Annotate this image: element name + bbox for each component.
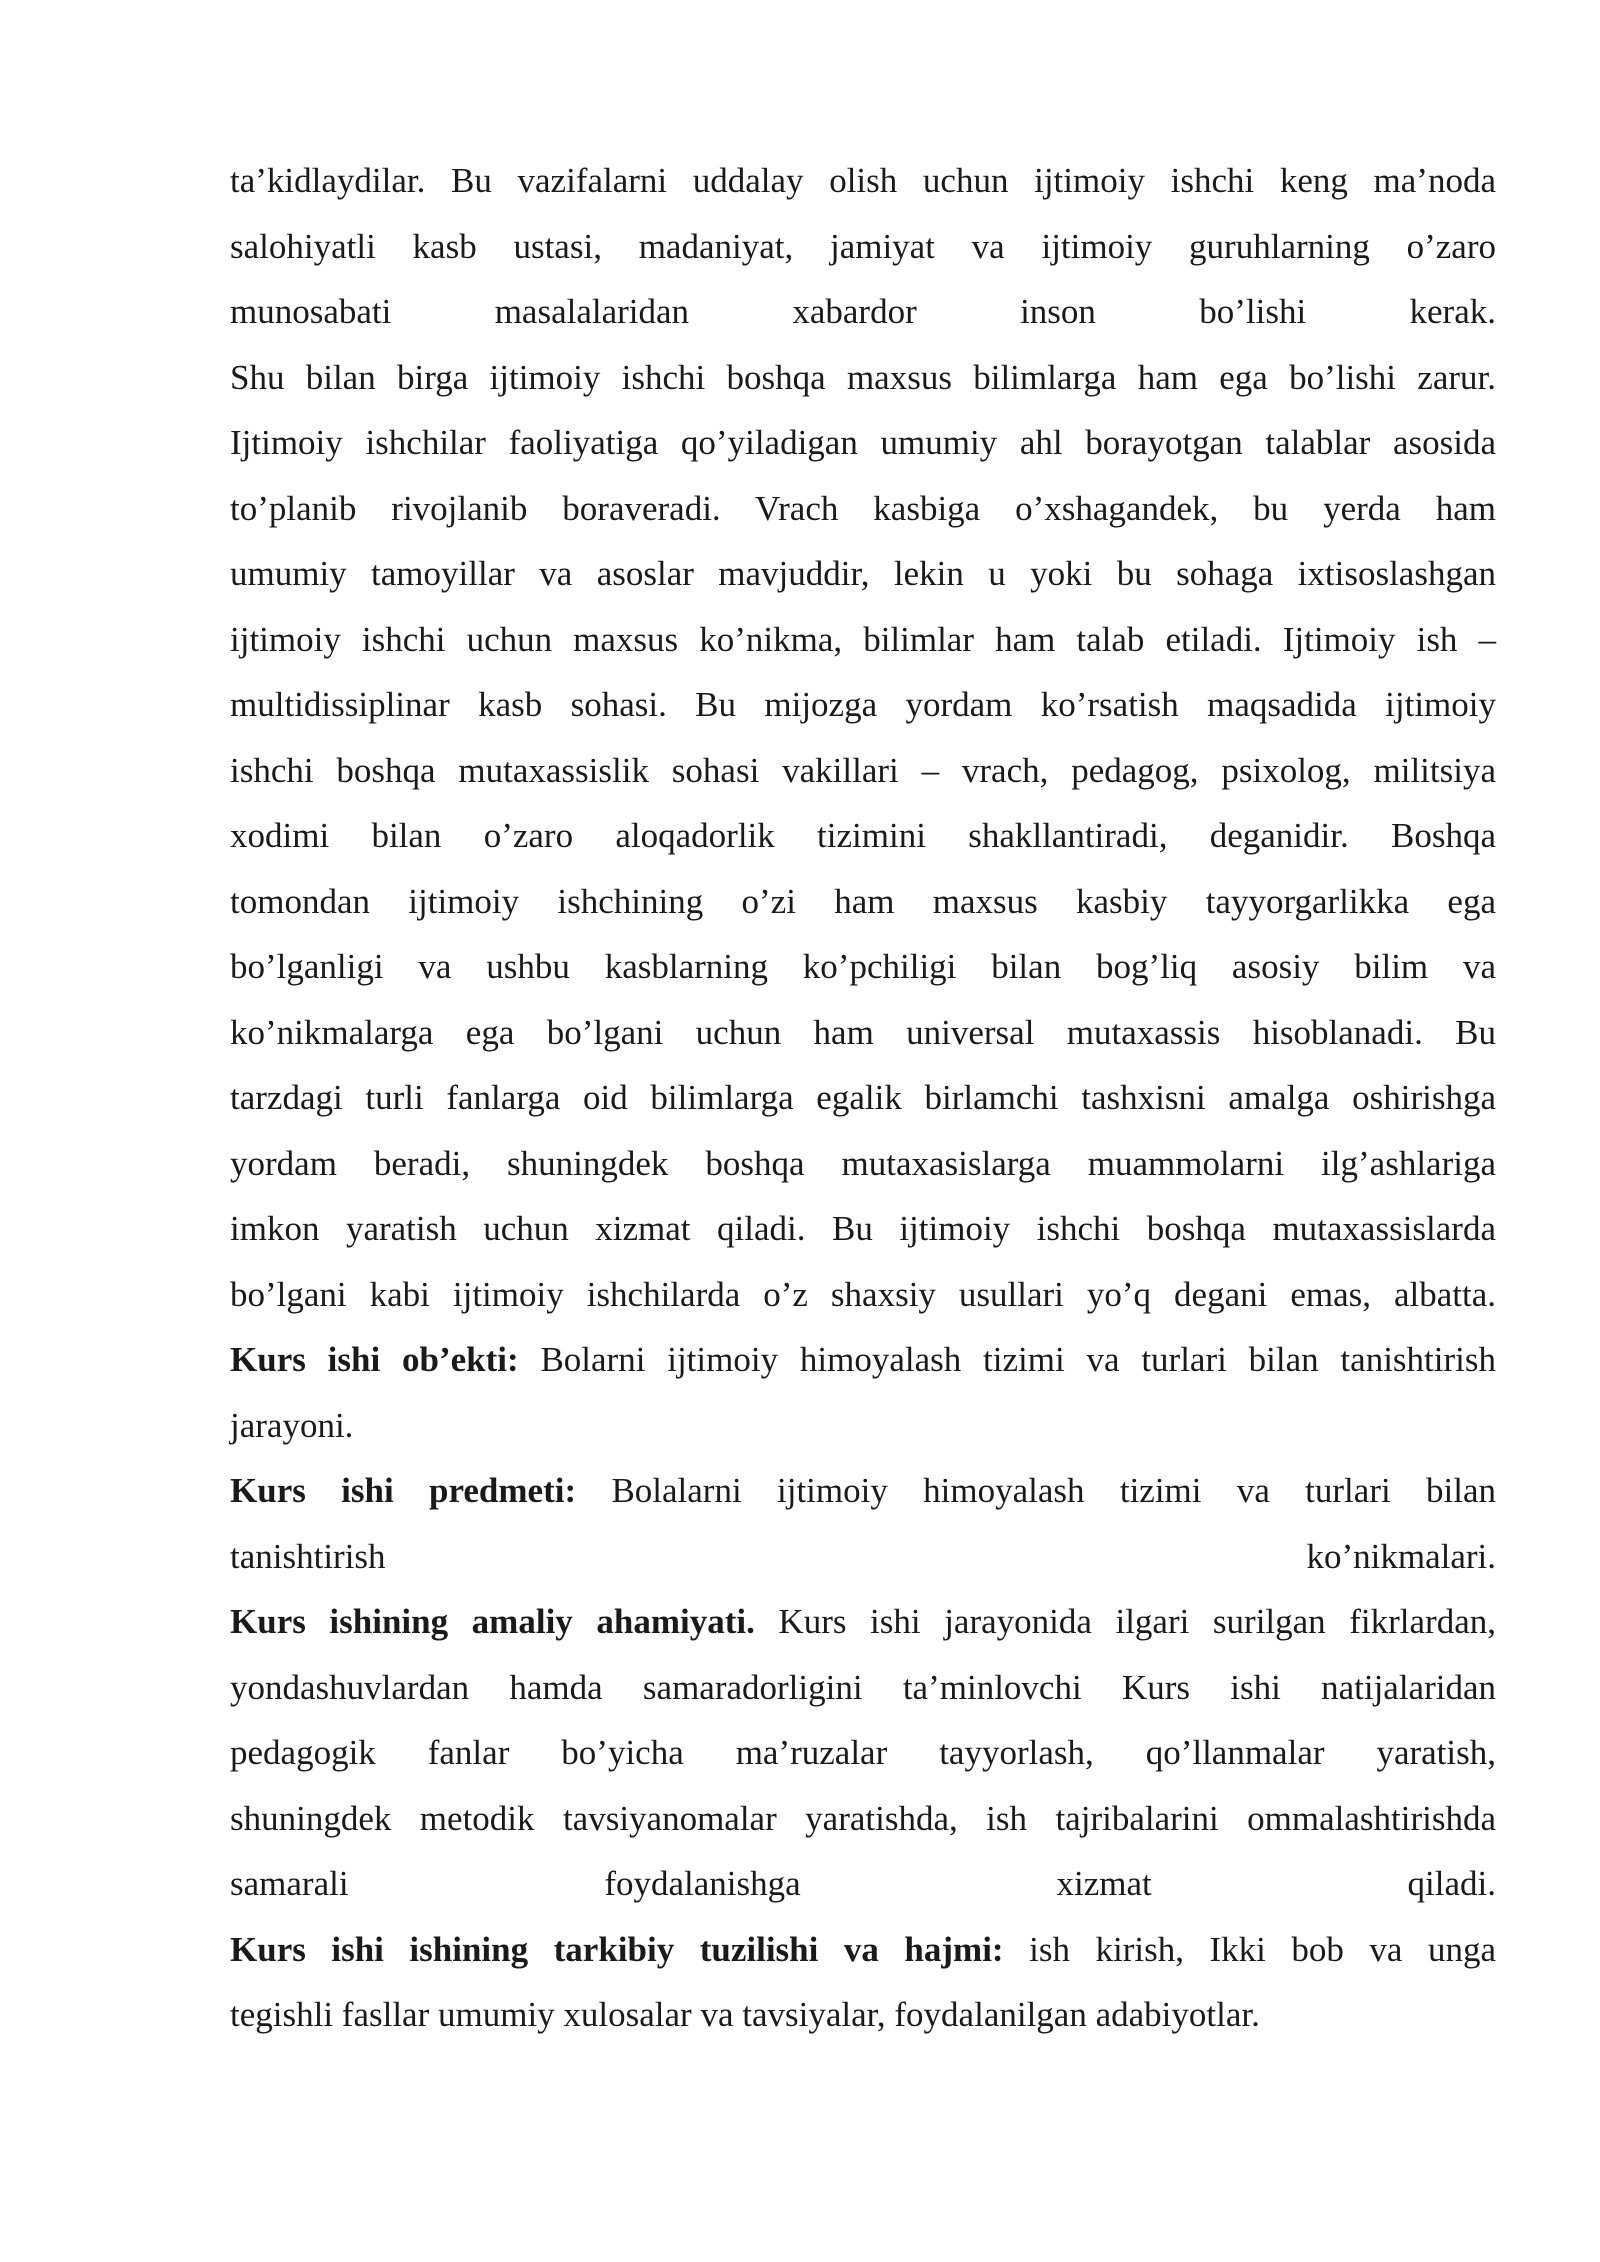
document-page [230,148,1496,2048]
object-label: Kurs ishi ob’ekti: [230,1340,519,1379]
object-line-end: jarayoni. [230,1405,354,1445]
structure-label: Kurs ishi ishining tarkibiy tuzilishi va hajmi: [230,1929,1004,1969]
text-line: tarzdagi turli fanlarga oid bilimlarga egalik birlamchi tashxisni amalga oshirishga [230,1078,1496,1117]
text-line: ta’kidlaydilar. Bu vazifalarni uddalay olish uchun ijtimoiy ishchi keng ma’noda [230,161,1496,200]
practical-line-spread [230,1851,1496,1917]
subject-label: Kurs ishi predmeti: [230,1471,577,1510]
subject-line-spread [230,1524,1496,1590]
word: foydalanishga [604,1864,801,1903]
text-line: tomondan ijtimoiy ishchining o’zi ham maxsus kasbiy tayyorgarlikka ega [230,881,1496,921]
object-line [230,1327,1496,1393]
structure-line-end: tegishli fasllar umumiy xulosalar va tavsiyalar, foydalanilgan adabiyotlar. [230,1995,1260,2034]
text-line: ko’nikmalarga ega bo’lgani uchun ham universal mutaxassis hisoblanadi. Bu [230,1012,1496,1052]
word: munosabati [230,292,392,331]
text-line: Ijtimoiy ishchilar faoliyatiga qo’yiladigan umumiy ahl borayotgan talablar asosida [230,423,1496,462]
subject-line [230,1458,1496,1524]
word: bo’lishi [1199,292,1307,331]
text-line: xodimi bilan o’zaro aloqadorlik tizimini shakllantiradi, deganidir. Boshqa [230,816,1496,855]
structure-line [230,1917,1496,1983]
text-line: yondashuvlardan hamda samaradorligini ta’minlovchi Kurs ishi natijalaridan [230,1667,1496,1707]
object-text: Bolarni ijtimoiy himoyalash tizimi va turlari bilan tanishtirish [518,1340,1496,1379]
word: qiladi. [1407,1864,1496,1903]
word: xizmat [1056,1864,1152,1903]
word: ko’nikmalari. [1306,1536,1496,1576]
word: xabardor [792,292,917,331]
text-line: to’planib rivojlanib boraveradi. Vrach kasbiga o’xshagandek, bu yerda ham [230,488,1496,528]
text-line: ijtimoiy ishchi uchun maxsus ko’nikma, bilimlar ham talab etiladi. Ijtimoiy ish – [230,619,1496,659]
text-line: imkon yaratish uchun xizmat qiladi. Bu ijtimoiy ishchi boshqa mutaxassislarda [230,1209,1496,1248]
word: inson [1020,292,1096,331]
text-line: yordam beradi, shuningdek boshqa mutaxasislarga muammolarni ilg’ashlariga [230,1143,1496,1183]
word: kerak. [1409,292,1496,331]
text-line: salohiyatli kasb ustasi, madaniyat, jamiyat va ijtimoiy guruhlarning o’zaro [230,226,1496,266]
subject-text: Bolalarni ijtimoiy himoyalash tizimi va turlari bilan [576,1471,1497,1510]
text-line: Shu bilan birga ijtimoiy ishchi boshqa maxsus bilimlarga ham ega bo’lishi zarur. [230,357,1496,397]
text-line: bo’lgani kabi ijtimoiy ishchilarda o’z shaxsiy usullari yo’q degani emas, albatta. [230,1274,1496,1314]
text-line: pedagogik fanlar bo’yicha ma’ruzalar tayyorlash, qo’llanmalar yaratish, [230,1733,1496,1772]
text-line: ishchi boshqa mutaxassislik sohasi vakillari – vrach, pedagog, psixolog, militsiya [230,750,1496,790]
practical-text: Kurs ishi jarayonida ilgari surilgan fikrlardan, [754,1602,1496,1641]
word: tanishtirish [230,1536,386,1576]
text-line: umumiy tamoyillar va asoslar mavjuddir, lekin u yoki bu sohaga ixtisoslashgan [230,554,1496,593]
word: masalalaridan [494,292,690,331]
structure-text: ish kirish, Ikki bob va unga [1003,1929,1496,1969]
text-line: bo’lganligi va ushbu kasblarning ko’pchiligi bilan bog’liq asosiy bilim va [230,947,1496,986]
text-line: shuningdek metodik tavsiyanomalar yaratishda, ish tajribalarini ommalashtirishda [230,1798,1496,1838]
practical-line [230,1589,1496,1655]
word: samarali [230,1864,349,1903]
text-line-spread [230,279,1496,345]
text-line: multidissiplinar kasb sohasi. Bu mijozga yordam ko’rsatish maqsadida ijtimoiy [230,685,1496,724]
practical-label: Kurs ishining amaliy ahamiyati. [230,1602,755,1641]
